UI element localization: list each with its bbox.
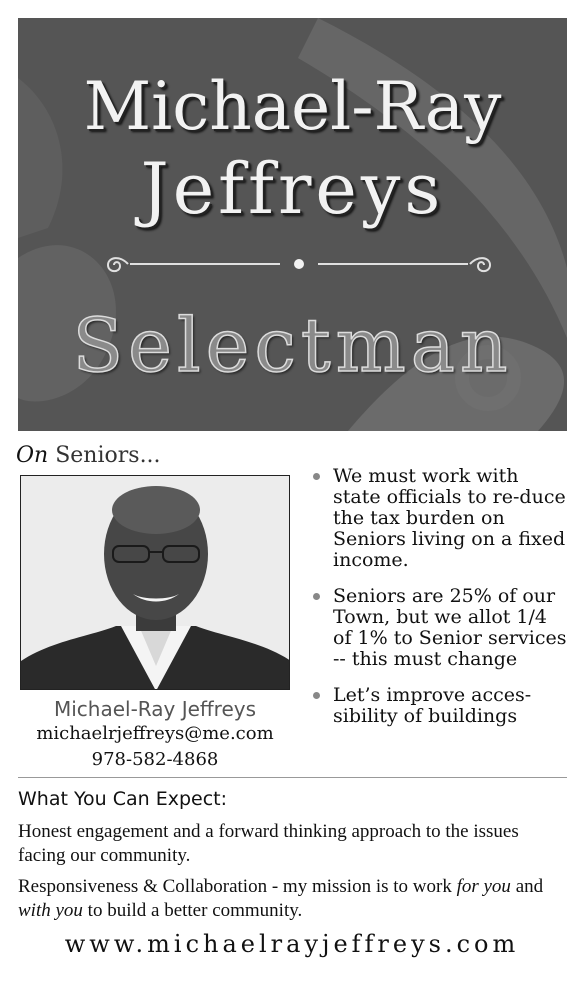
expect-paragraph-2 xyxy=(18,875,570,923)
bullet-text: We must work with state officials to re-duce the tax burden on Seniors living on a fixed income. xyxy=(333,465,566,571)
paragraph-text: to build a better community. xyxy=(82,900,303,921)
header-banner xyxy=(18,18,567,431)
divider xyxy=(18,777,567,778)
bullet-icon xyxy=(313,692,320,699)
bullet-text: Let’s improve acces-sibility of buildings xyxy=(333,684,532,727)
candidate-phone[interactable]: 978-582-4868 xyxy=(91,749,219,770)
candidate-name: Michael-Ray Jeffreys xyxy=(53,697,257,721)
ornament-divider xyxy=(100,251,500,281)
seniors-bullet-list xyxy=(310,466,570,742)
portrait-illustration xyxy=(21,476,290,690)
bullet-icon xyxy=(313,593,320,600)
section-heading-prefix: On xyxy=(16,443,49,468)
list-item xyxy=(310,466,570,571)
section-heading-topic: Seniors... xyxy=(55,443,161,468)
bullet-icon xyxy=(313,473,320,480)
expect-paragraph-1: Honest engagement and a forward thinking approach to the issues facing our community. xyxy=(18,821,519,866)
candidate-email[interactable]: michaelrjeffreys@me.com xyxy=(36,723,274,744)
emphasis-text: with you xyxy=(18,900,83,921)
paragraph-text: and xyxy=(510,876,544,897)
expect-heading: What You Can Expect: xyxy=(18,788,228,810)
section-heading xyxy=(16,443,161,468)
paragraph-text: Responsiveness & Collaboration - my mission is to work xyxy=(18,876,457,897)
list-item xyxy=(310,685,570,727)
emphasis-text: for you xyxy=(456,876,511,897)
bullet-text: Seniors are 25% of our Town, but we allot 1/4 of 1% to Senior services -- this must change xyxy=(333,585,567,670)
candidate-first-name: Michael-Ray xyxy=(83,68,502,145)
candidate-photo xyxy=(20,475,290,690)
list-item xyxy=(310,586,570,670)
website-link[interactable]: www.michaelrayjeffreys.com xyxy=(64,930,520,958)
office-title: Selectman xyxy=(72,303,513,389)
candidate-last-name: Jeffreys xyxy=(140,148,445,230)
